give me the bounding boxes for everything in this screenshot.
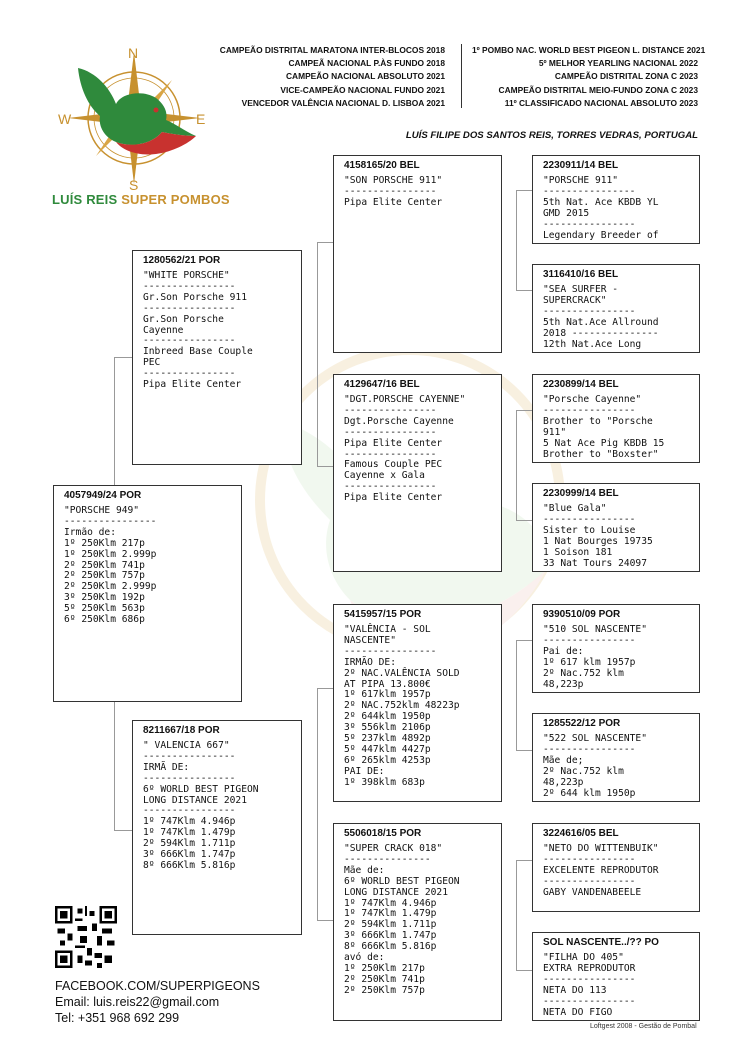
connector-line	[516, 410, 532, 411]
ring-number: SOL NASCENTE../?? PO	[543, 937, 659, 948]
achievements-divider	[461, 44, 462, 108]
achievement-item: CAMPEÃ NACIONAL P.ÀS FUNDO 2018	[288, 58, 445, 69]
ring-number: 9390510/09 POR	[543, 609, 621, 620]
connector-line	[516, 410, 517, 520]
pigeon-card-dam-dam	[333, 823, 502, 1021]
connector-line	[516, 750, 532, 751]
compass-s: S	[129, 177, 139, 193]
connector-line	[516, 860, 532, 861]
pigeon-card-sd-dam	[532, 483, 700, 572]
pigeon-details: "DGT.PORSCHE CAYENNE" ---------------- Dgt.Porsche Cayenne ---------------- Pipa Elite Center ---------------- Famous Couple PEC Cayenne x Gala ---------------- Pipa Elite Center	[344, 394, 466, 504]
pigeon-card-sire-dam	[333, 374, 502, 572]
connector-line	[317, 688, 318, 920]
connector-line	[516, 970, 532, 971]
ring-number: 8211667/18 POR	[143, 725, 220, 736]
ring-number: 3224616/05 BEL	[543, 828, 619, 839]
pigeon-card-ds-sire	[532, 604, 700, 693]
pigeon-details: "PORSCHE 911" ---------------- 5th Nat. Ace KBDB YL GMD 2015 ---------------- Legendary Breeder of	[543, 175, 659, 241]
connector-line	[317, 242, 318, 466]
pigeon-card-dd-sire	[532, 823, 700, 912]
connector-line	[114, 357, 132, 358]
connector-line	[516, 640, 517, 750]
ring-number: 4158165/20 BEL	[344, 160, 420, 171]
pigeon-card-ss-sire	[532, 155, 700, 244]
pigeon-details: "PORSCHE 949" ---------------- Irmão de: 1º 250Klm 217p 1º 250Klm 2.999p 2º 250Klm 741p 2º 250Klm 757p 2º 250Klm 2.999p 3º 250Klm 192p 5º 250Klm 563p 6º 250Klm 686p	[64, 505, 157, 626]
connector-line	[317, 920, 333, 921]
compass-e: E	[196, 111, 206, 127]
achievement-item: VENCEDOR VALÊNCIA NACIONAL D. LISBOA 2021	[241, 97, 445, 108]
achievements-right	[472, 44, 706, 110]
pigeon-details: "SUPER CRACK 018" --------------- Mãe de: 6º WORLD BEST PIGEON LONG DISTANCE 2021 1º 747Klm 4.946p 1º 747Klm 1.479p 2º 594Klm 1.711p 3º 666Klm 1.747p 8º 666Klm 5.816p avó de: 1º 250Klm 217p 2º 250Klm 741p 2º 250Klm 757p	[344, 843, 460, 996]
pigeon-details: "FILHA DO 405" EXTRA REPRODUTOR ---------------- NETA DO 113 ---------------- NETA DO FIGO	[543, 952, 636, 1018]
pigeon-details: "VALÊNCIA - SOL NASCENTE" ---------------- IRMÃO DE: 2º NAC.VALÊNCIA SOLD AT PIPA 13.800€ 1º 617klm 1957p 2º NAC.752klm 48223p 2º 644klm 1950p 3º 556klm 2106p 5º 237klm 4892p 5º 447klm 4427p 6º 265klm 4253p PAI DE: 1º 398klm 683p	[344, 624, 460, 788]
pigeon-details: "Porsche Cayenne" ---------------- Brother to "Porsche 911" 5 Nat Ace Pig KBDB 15 Brother to "Boxster"	[543, 394, 665, 460]
achievements-left	[218, 44, 445, 110]
logo	[48, 40, 218, 210]
connector-line	[516, 290, 532, 291]
achievement-item: CAMPEÃO DISTRITAL ZONA C 2023	[554, 71, 698, 82]
pigeon-details: "WHITE PORSCHE" ---------------- Gr.Son Porsche 911 ---------------- Gr.Son Porsche Cayenne ---------------- Inbreed Base Couple PEC ---------------- Pipa Elite Center	[143, 270, 253, 391]
connector-line	[516, 190, 532, 191]
pigeon-card-sire	[132, 250, 302, 465]
pigeon-details: "NETO DO WITTENBUIK" ---------------- EXCELENTE REPRODUTOR ---------------- GABY VANDENABEELE	[543, 843, 659, 898]
achievement-item: CAMPEÃO DISTRITAL MARATONA INTER-BLOCOS 2018	[219, 45, 445, 55]
pigeon-card-dam	[132, 720, 302, 935]
brand-name-part1: LUÍS REIS	[52, 192, 118, 207]
pigeon-details: "522 SOL NASCENTE" ---------------- Mãe de; 2º Nac.752 klm 48,223p 2º 644 klm 1950p	[543, 733, 647, 799]
achievement-item: VICE-CAMPEÃO NACIONAL FUNDO 2021	[280, 84, 445, 95]
ring-number: 2230999/14 BEL	[543, 488, 619, 499]
email-link[interactable]: Email: luis.reis22@gmail.com	[55, 995, 220, 1009]
pigeon-details: "Blue Gala" ---------------- Sister to Louise 1 Nat Bourges 19735 1 Soison 181 33 Nat Tours 24097	[543, 503, 653, 569]
connector-line	[516, 640, 532, 641]
pigeon-details: " VALENCIA 667" ---------------- IRMÃ DE: ---------------- 6º WORLD BEST PIGEON LONG DISTANCE 2021 ---------------- 1º 747Klm 4.946p 1º 747Klm 1.479p 2º 594Klm 1.711p 3º 666Klm 1.747p 8º 666Klm 5.816p	[143, 740, 259, 871]
connector-line	[317, 466, 333, 467]
pigeon-card-ds-dam	[532, 713, 700, 802]
connector-line	[516, 520, 532, 521]
pigeon-card-ss-dam	[532, 264, 700, 353]
pigeon-card-main	[53, 485, 242, 702]
brand-name-part2: SUPER POMBOS	[121, 192, 230, 207]
breeder-name: LUÍS FILIPE DOS SANTOS REIS, TORRES VEDRAS, PORTUGAL	[405, 130, 698, 141]
ring-number: 1285522/12 POR	[543, 718, 621, 729]
brand-name	[52, 192, 230, 207]
achievement-item: CAMPEÃO NACIONAL ABSOLUTO 2021	[286, 71, 445, 82]
ring-number: 4129647/16 BEL	[344, 379, 420, 390]
pigeon-details: "SEA SURFER - SUPERCRACK" ---------------- 5th Nat.Ace Allround 2018 --------------- 12th Nat.Ace Long	[543, 284, 659, 350]
connector-line	[516, 860, 517, 970]
facebook-link[interactable]: FACEBOOK.COM/SUPERPIGEONS	[55, 979, 260, 993]
pigeon-card-dam-sire	[333, 604, 502, 802]
ring-number: 2230899/14 BEL	[543, 379, 619, 390]
achievement-item: 1º POMBO NAC. WORLD BEST PIGEON L. DISTANCE 2021	[472, 45, 706, 55]
achievement-item: CAMPEÃO DISTRITAL MEIO-FUNDO ZONA C 2023	[498, 84, 698, 95]
qr-code-icon[interactable]	[55, 906, 117, 968]
achievement-item: 11º CLASSIFICADO NACIONAL ABSOLUTO 2023	[504, 97, 698, 108]
pigeon-card-dd-dam	[532, 932, 700, 1021]
ring-number: 3116410/16 BEL	[543, 269, 619, 280]
connector-line	[114, 830, 132, 831]
pigeon-card-sd-sire	[532, 374, 700, 463]
phone-link[interactable]: Tel: +351 968 692 299	[55, 1011, 180, 1025]
connector-line	[317, 242, 333, 243]
ring-number: 1280562/21 POR	[143, 255, 221, 266]
software-credit: Loftgest 2008 - Gestão de Pombal	[590, 1023, 697, 1030]
ring-number: 2230911/14 BEL	[543, 160, 619, 171]
connector-line	[516, 190, 517, 290]
pigeon-card-sire-sire	[333, 155, 502, 353]
achievement-item: 5º MELHOR YEARLING NACIONAL 2022	[538, 58, 698, 69]
compass-n: N	[128, 45, 139, 61]
pigeon-details: "SON PORSCHE 911" ---------------- Pipa Elite Center	[344, 175, 443, 208]
pigeon-details: "510 SOL NASCENTE" ---------------- Pai de: 1º 617 klm 1957p 2º Nac.752 klm 48,223p	[543, 624, 647, 690]
compass-w: W	[58, 111, 72, 127]
ring-number: 5506018/15 POR	[344, 828, 422, 839]
ring-number: 4057949/24 POR	[64, 490, 142, 501]
connector-line	[317, 688, 333, 689]
connector-line	[114, 702, 115, 830]
connector-line	[114, 357, 115, 485]
ring-number: 5415957/15 POR	[344, 609, 422, 620]
